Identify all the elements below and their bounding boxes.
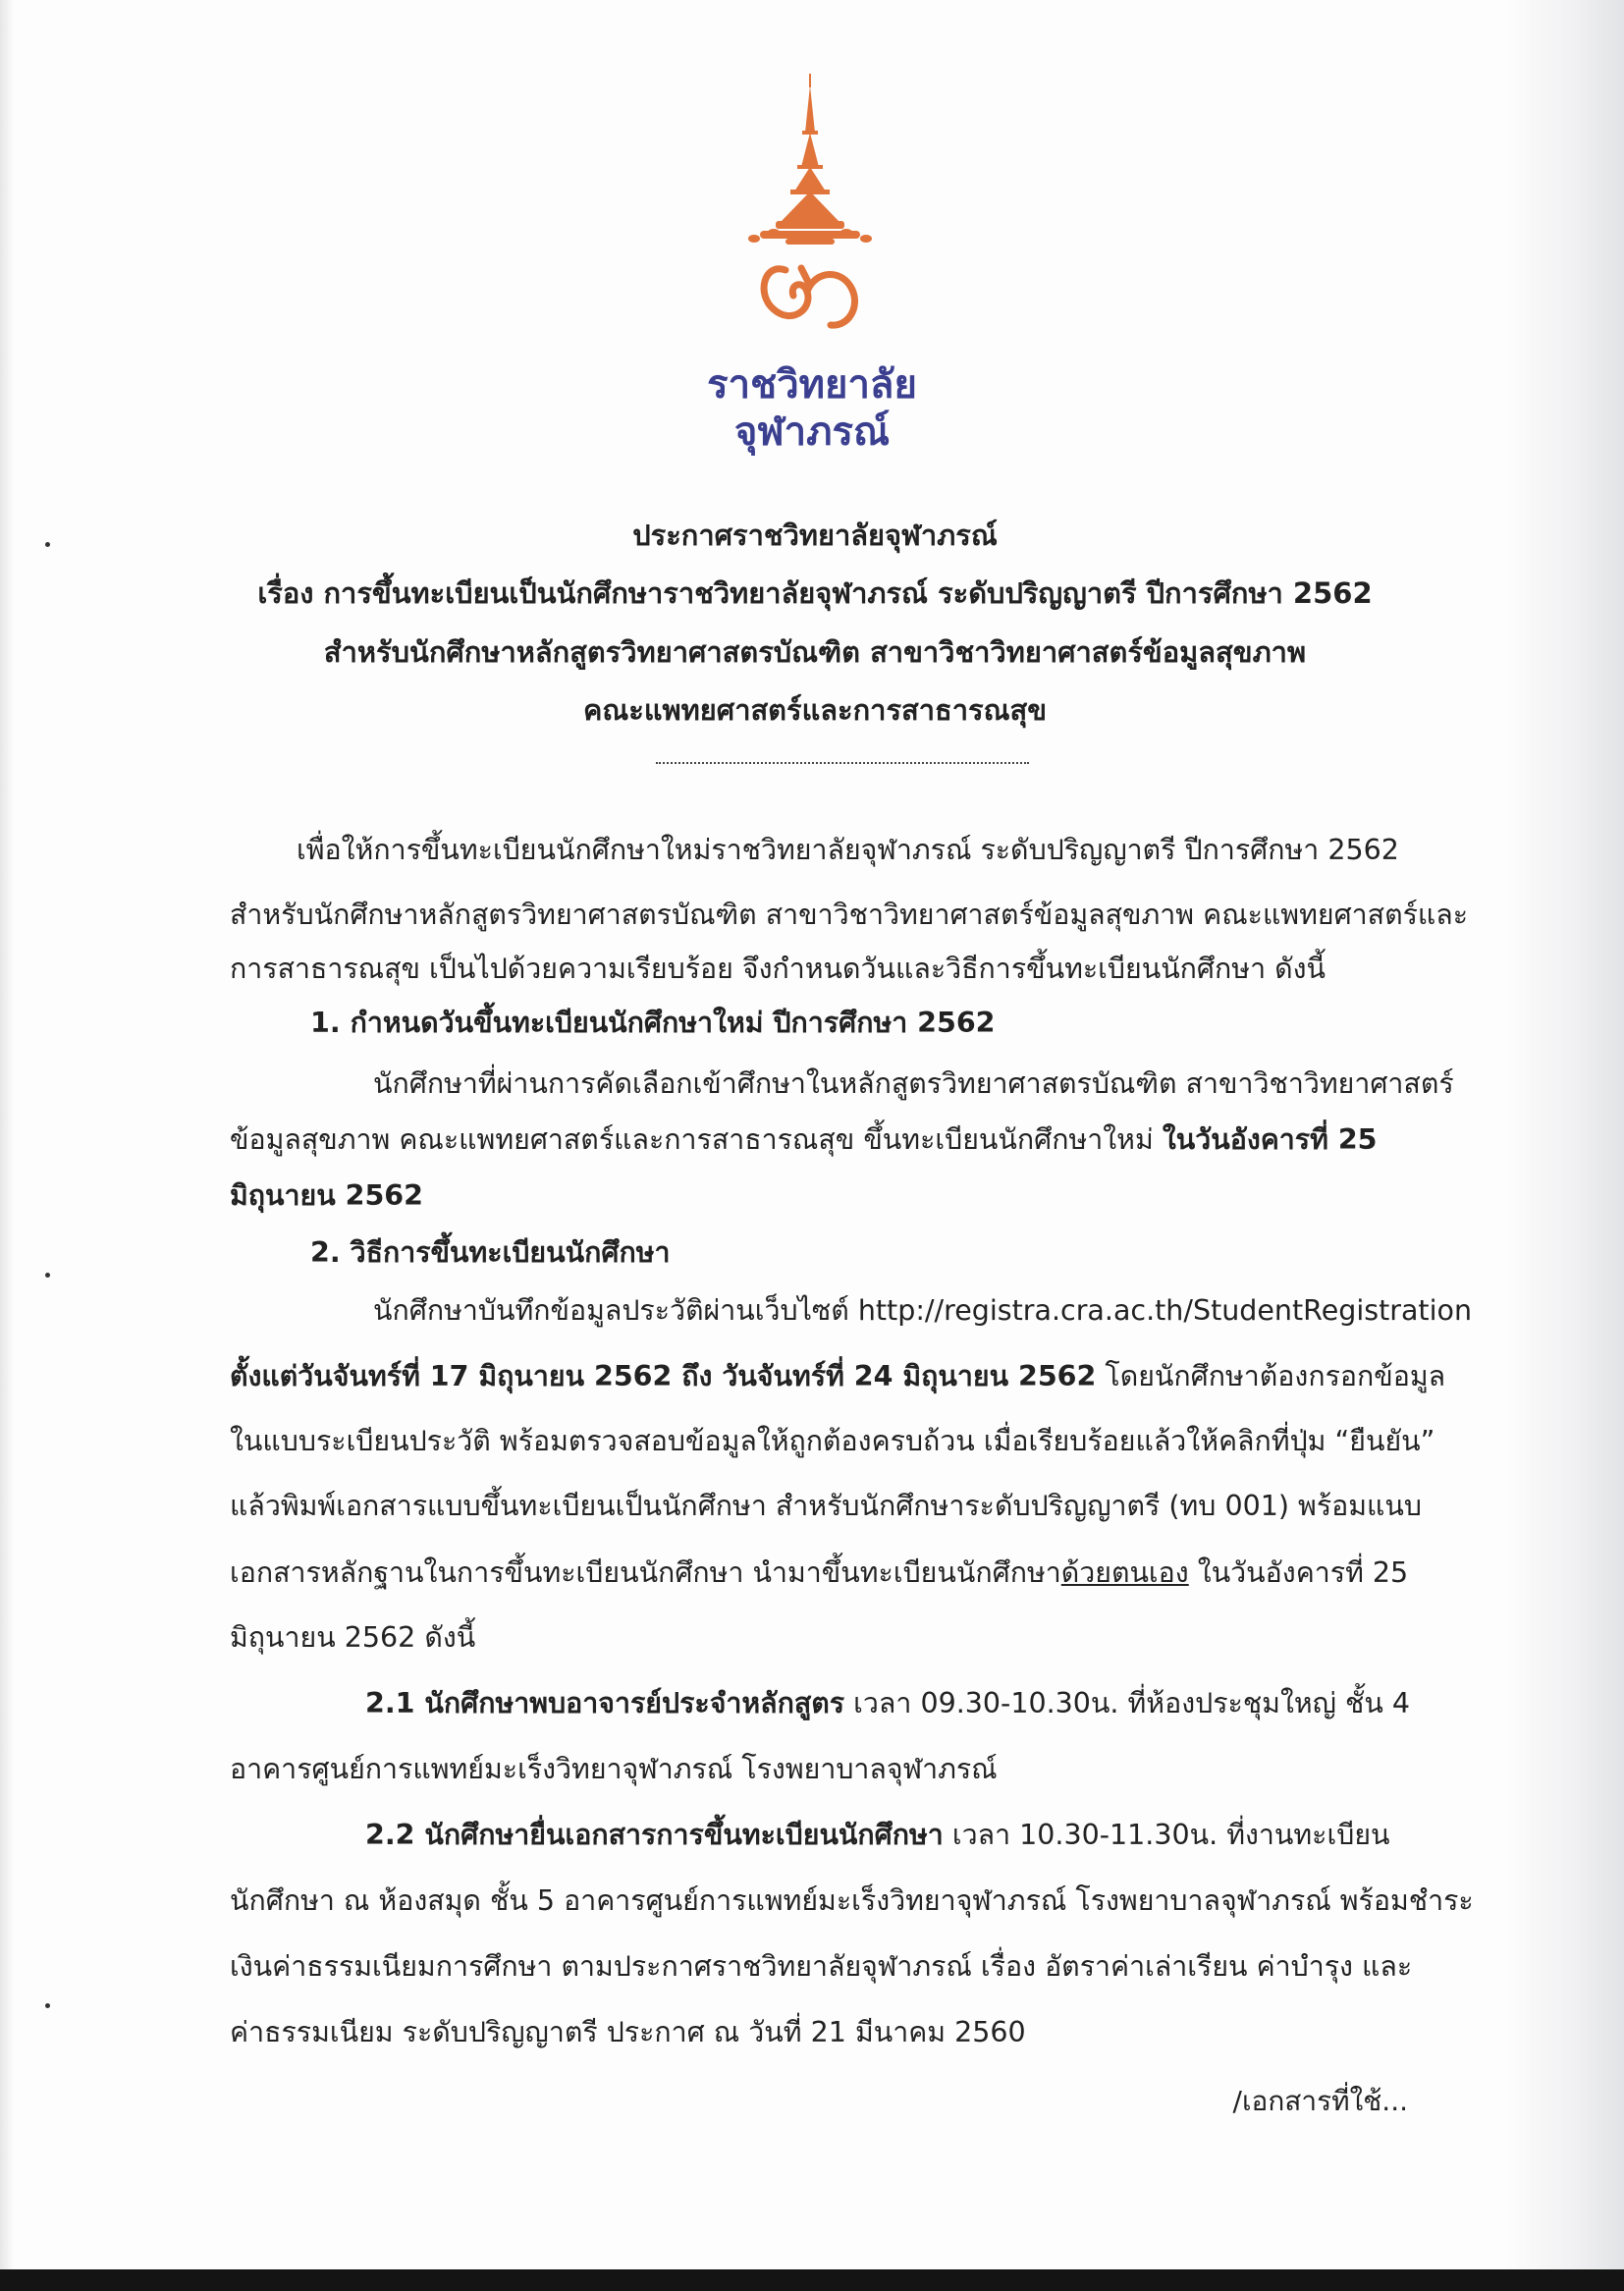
online-period: ตั้งแต่วันจันทร์ที่ 17 มิถุนายน 2562 ถึง วันจันทร์ที่ 24 มิถุนายน 2562 bbox=[230, 1360, 1097, 1392]
section1-line-3: มิถุนายน 2562 bbox=[230, 1179, 423, 1212]
continued-note: /เอกสารที่ใช้... bbox=[1232, 2085, 1408, 2117]
section2-line-5-text: เอกสารหลักฐานในการขึ้นทะเบียนนักศึกษา นำมาขึ้นทะเบียนนักศึกษา bbox=[230, 1556, 1061, 1589]
scan-edge-left bbox=[0, 0, 14, 2291]
college-emblem-icon bbox=[746, 74, 874, 344]
college-name-line2: จุฬาภรณ์ bbox=[733, 409, 891, 455]
intro-line-3: การสาธารณสุข เป็นไปด้วยความเรียบร้อย จึงกำหนดวันและวิธีการขึ้นทะเบียนนักศึกษา ดังนี้ bbox=[230, 953, 1326, 985]
announcement-program: สำหรับนักศึกษาหลักสูตรวิทยาศาสตรบัณฑิต สาขาวิชาวิทยาศาสตร์ข้อมูลสุขภาพ bbox=[323, 635, 1307, 669]
college-name-line1: ราชวิทยาลัย bbox=[707, 362, 917, 408]
announcement-subject: เรื่อง การขึ้นทะเบียนเป็นนักศึกษาราชวิทยาลัยจุฬาภรณ์ ระดับปริญญาตรี ปีการศึกษา 2562 bbox=[257, 576, 1373, 610]
scan-edge-bottom bbox=[0, 2269, 1624, 2291]
section1-line-2 bbox=[230, 1122, 1377, 1158]
sub21-line-1 bbox=[365, 1686, 1410, 1721]
announcement-faculty: คณะแพทยศาสตร์และการสาธารณสุข bbox=[582, 693, 1048, 727]
intro-line-2: สำหรับนักศึกษาหลักสูตรวิทยาศาสตรบัณฑิต สาขาวิชาวิทยาศาสตร์ข้อมูลสุขภาพ คณะแพทยศาสตร์และ bbox=[230, 899, 1469, 931]
section2-heading: 2. วิธีการขึ้นทะเบียนนักศึกษา bbox=[310, 1236, 671, 1269]
section2-line-2 bbox=[230, 1359, 1445, 1394]
section2-line-2-text: โดยนักศึกษาต้องกรอกข้อมูล bbox=[1096, 1360, 1446, 1392]
section1-line-2-text: ข้อมูลสุขภาพ คณะแพทยศาสตร์และการสาธารณสุข ขึ้นทะเบียนนักศึกษาใหม่ bbox=[230, 1123, 1163, 1156]
sub22-heading: 2.2 นักศึกษายื่นเอกสารการขึ้นทะเบียนนักศึกษา bbox=[365, 1819, 944, 1851]
section2-line-5-tail: ในวันอังคารที่ 25 bbox=[1188, 1556, 1409, 1589]
in-person-emphasis: ด้วยตนเอง bbox=[1060, 1556, 1189, 1589]
sub21-heading: 2.1 นักศึกษาพบอาจารย์ประจำหลักสูตร bbox=[365, 1687, 845, 1719]
section1-line-1: นักศึกษาที่ผ่านการคัดเลือกเข้าศึกษาในหลักสูตรวิทยาศาสตรบัณฑิต สาขาวิชาวิทยาศาสตร์ bbox=[373, 1067, 1454, 1100]
sub22-text: เวลา 10.30-11.30น. ที่งานทะเบียน bbox=[943, 1819, 1390, 1851]
registration-date: ในวันอังคารที่ 25 bbox=[1162, 1123, 1378, 1156]
sub22-line-3: เงินค่าธรรมเนียมการศึกษา ตามประกาศราชวิทยาลัยจุฬาภรณ์ เรื่อง อัตราค่าเล่าเรียน ค่าบำรุง และ bbox=[230, 1950, 1413, 1983]
announcement-title: ประกาศราชวิทยาลัยจุฬาภรณ์ bbox=[632, 518, 998, 552]
scan-speck bbox=[45, 1273, 50, 1278]
scan-speck bbox=[45, 542, 50, 547]
sub21-text: เวลา 09.30-10.30น. ที่ห้องประชุมใหญ่ ชั้น 4 bbox=[844, 1687, 1411, 1719]
section2-line-3: ในแบบระเบียนประวัติ พร้อมตรวจสอบข้อมูลให้ถูกต้องครบถ้วน เมื่อเรียบร้อยแล้วให้คลิกที่ปุ่ม “ยืนยัน” bbox=[230, 1425, 1435, 1457]
sub22-line-4: ค่าธรรมเนียม ระดับปริญญาตรี ประกาศ ณ วันที่ 21 มีนาคม 2560 bbox=[230, 2016, 1026, 2048]
sub22-line-2: นักศึกษา ณ ห้องสมุด ชั้น 5 อาคารศูนย์การแพทย์มะเร็งวิทยาจุฬาภรณ์ โรงพยาบาลจุฬาภรณ์ พร้อมชำระ bbox=[230, 1884, 1474, 1917]
sub22-line-1 bbox=[365, 1818, 1390, 1853]
sub21-line-2: อาคารศูนย์การแพทย์มะเร็งวิทยาจุฬาภรณ์ โรงพยาบาลจุฬาภรณ์ bbox=[230, 1753, 998, 1785]
title-separator bbox=[656, 762, 1029, 764]
section2-line-1: นักศึกษาบันทึกข้อมูลประวัติผ่านเว็บไซต์ http://registra.cra.ac.th/StudentRegistration bbox=[373, 1294, 1473, 1327]
scan-edge-right bbox=[1506, 0, 1624, 2291]
section1-heading: 1. กำหนดวันขึ้นทะเบียนนักศึกษาใหม่ ปีการศึกษา 2562 bbox=[310, 1007, 996, 1039]
section2-line-5 bbox=[230, 1555, 1408, 1591]
section2-line-4: แล้วพิมพ์เอกสารแบบขึ้นทะเบียนเป็นนักศึกษา สำหรับนักศึกษาระดับปริญญาตรี (ทบ 001) พร้อมแนบ bbox=[230, 1490, 1422, 1522]
section2-line-6: มิถุนายน 2562 ดังนี้ bbox=[230, 1621, 476, 1654]
scan-speck bbox=[45, 2003, 50, 2008]
intro-line-1: เพื่อให้การขึ้นทะเบียนนักศึกษาใหม่ราชวิทยาลัยจุฬาภรณ์ ระดับปริญญาตรี ปีการศึกษา 2562 bbox=[297, 834, 1399, 866]
